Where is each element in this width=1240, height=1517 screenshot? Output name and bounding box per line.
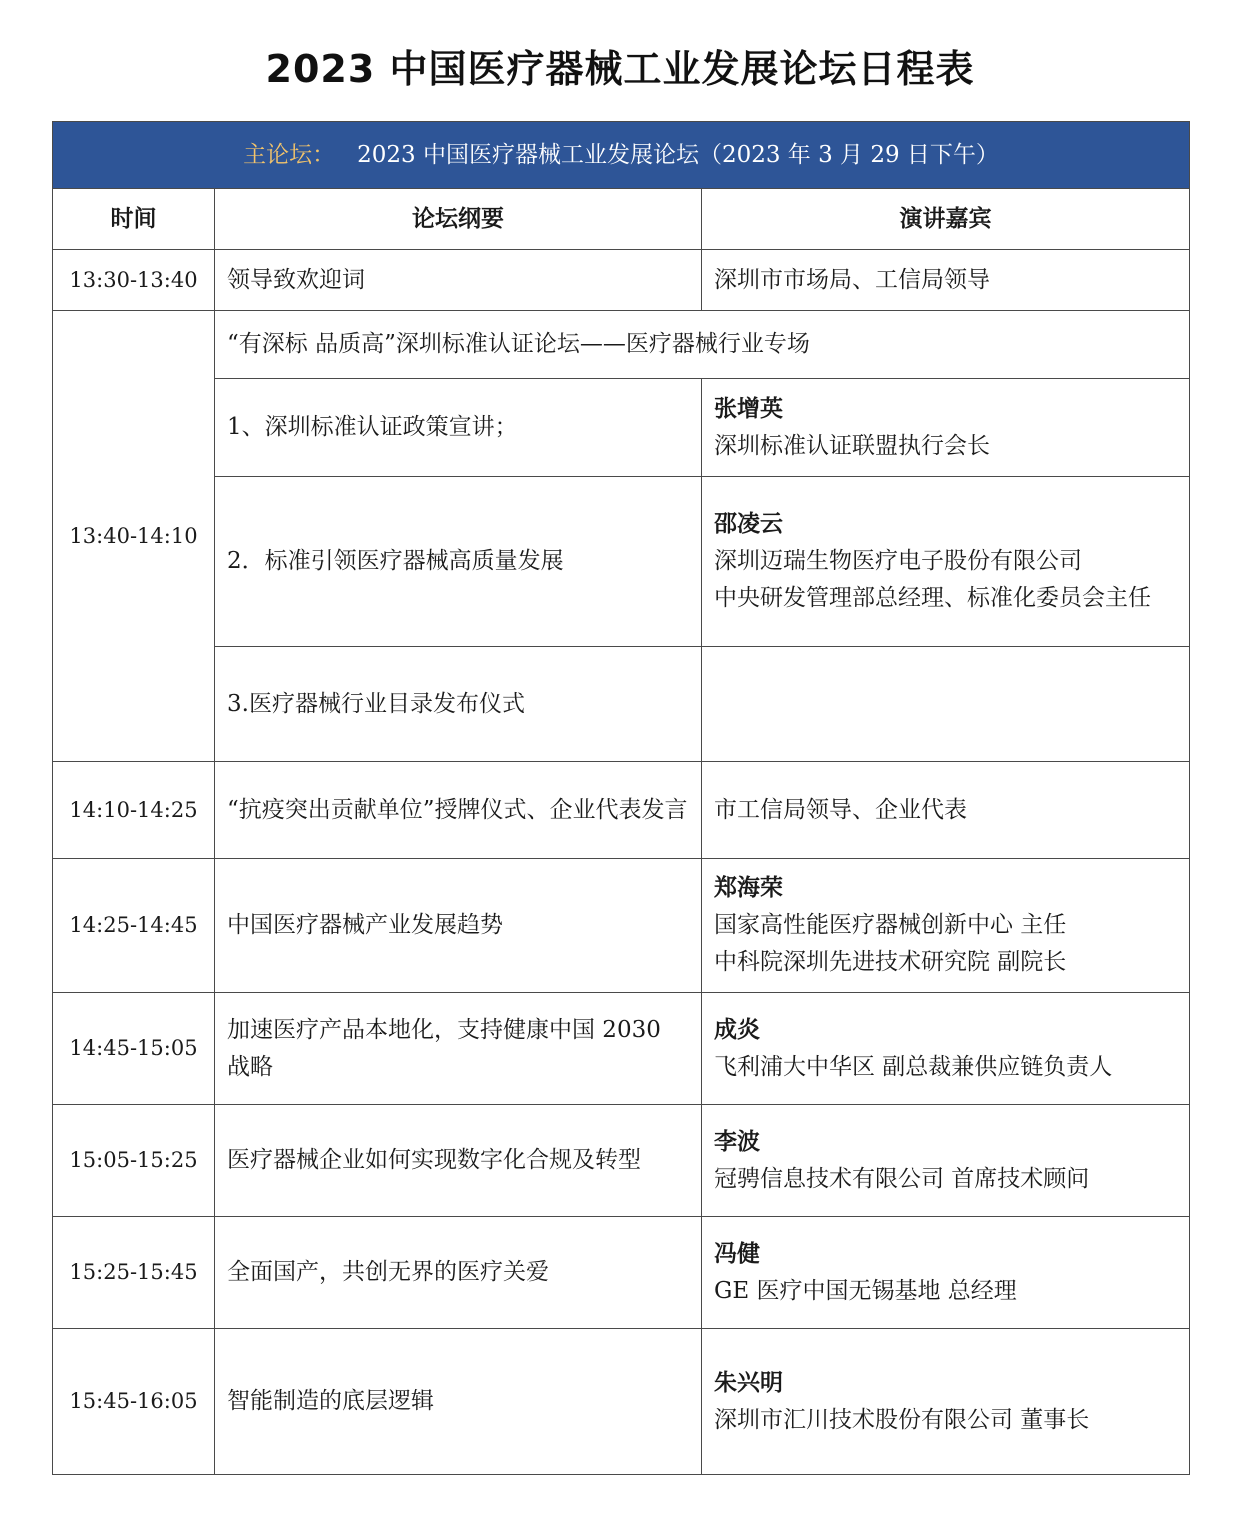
table-row	[53, 762, 1190, 859]
topic-cell: 智能制造的底层逻辑	[215, 1329, 702, 1475]
schedule-table	[52, 121, 1190, 1475]
table-row	[53, 1329, 1190, 1475]
topic-cell: “抗疫突出贡献单位”授牌仪式、企业代表发言	[215, 762, 702, 859]
time-cell: 13:30-13:40	[53, 250, 215, 311]
topic-cell: 中国医疗器械产业发展趋势	[215, 859, 702, 993]
topic-cell: 医疗器械企业如何实现数字化合规及转型	[215, 1105, 702, 1217]
speaker-cell	[702, 1329, 1190, 1475]
table-row	[53, 993, 1190, 1105]
time-cell: 15:45-16:05	[53, 1329, 215, 1475]
column-header-time: 时间	[53, 189, 215, 250]
speaker-name: 张增英	[714, 395, 783, 422]
time-cell: 14:10-14:25	[53, 762, 215, 859]
speaker-title: 冠骋信息技术有限公司 首席技术顾问	[714, 1165, 1090, 1192]
speaker-title: 中科院深圳先进技术研究院 副院长	[714, 949, 1067, 975]
speaker-title: 中央研发管理部总经理、标准化委员会主任	[714, 585, 1151, 611]
speaker-cell: 市工信局领导、企业代表	[702, 762, 1190, 859]
topic-cell: 1、深圳标准认证政策宣讲；	[215, 379, 702, 477]
time-cell: 14:45-15:05	[53, 993, 215, 1105]
main-forum-banner	[53, 122, 1190, 189]
speaker-cell	[702, 993, 1190, 1105]
banner-cell	[53, 122, 1190, 189]
table-row	[53, 250, 1190, 311]
speaker-title: 深圳迈瑞生物医疗电子股份有限公司	[714, 548, 1082, 574]
table-row	[53, 379, 1190, 477]
column-header-speaker: 演讲嘉宾	[702, 189, 1190, 250]
table-row	[53, 1105, 1190, 1217]
topic-cell: 领导致欢迎词	[215, 250, 702, 311]
time-cell: 14:25-14:45	[53, 859, 215, 993]
table-row	[53, 311, 1190, 379]
table-header	[53, 189, 1190, 250]
time-cell: 15:05-15:25	[53, 1105, 215, 1217]
speaker-title: 深圳标准认证联盟执行会长	[714, 432, 990, 459]
page-title: 2023 中国医疗器械工业发展论坛日程表	[265, 47, 975, 91]
time-cell: 13:40-14:10	[53, 311, 215, 762]
speaker-name: 冯健	[714, 1240, 760, 1267]
speaker-cell	[702, 379, 1190, 477]
speaker-title: 飞利浦大中华区 副总裁兼供应链负责人	[714, 1053, 1113, 1080]
speaker-title: 国家高性能医疗器械创新中心 主任	[714, 912, 1067, 938]
table-row	[53, 477, 1190, 647]
speaker-name: 成炎	[714, 1016, 760, 1043]
speaker-cell	[702, 1217, 1190, 1329]
table-row	[53, 859, 1190, 993]
speaker-name: 郑海荣	[714, 875, 783, 901]
speaker-cell: 深圳市市场局、工信局领导	[702, 250, 1190, 311]
topic-cell: 2．标准引领医疗器械高质量发展	[215, 477, 702, 647]
speaker-name: 朱兴明	[714, 1369, 783, 1396]
topic-cell: 全面国产，共创无界的医疗关爱	[215, 1217, 702, 1329]
banner-prefix: 主论坛：	[243, 141, 336, 168]
topic-cell: 3.医疗器械行业目录发布仪式	[215, 647, 702, 762]
banner-text: 2023 中国医疗器械工业发展论坛（2023 年 3 月 29 日下午）	[357, 141, 999, 168]
speaker-name: 邵凌云	[714, 511, 783, 537]
time-cell: 15:25-15:45	[53, 1217, 215, 1329]
subforum-header: “有深标 品质高”深圳标准认证论坛——医疗器械行业专场	[215, 311, 1190, 379]
speaker-title: GE 医疗中国无锡基地 总经理	[714, 1277, 1017, 1304]
speaker-cell	[702, 477, 1190, 647]
speaker-cell	[702, 647, 1190, 762]
topic-cell: 加速医疗产品本地化，支持健康中国 2030 战略	[215, 993, 702, 1105]
speaker-title: 深圳市汇川技术股份有限公司 董事长	[714, 1406, 1090, 1433]
speaker-name: 李波	[714, 1128, 760, 1155]
table-row	[53, 1217, 1190, 1329]
speaker-cell	[702, 859, 1190, 993]
speaker-cell	[702, 1105, 1190, 1217]
table-row	[53, 647, 1190, 762]
column-header-topic: 论坛纲要	[215, 189, 702, 250]
